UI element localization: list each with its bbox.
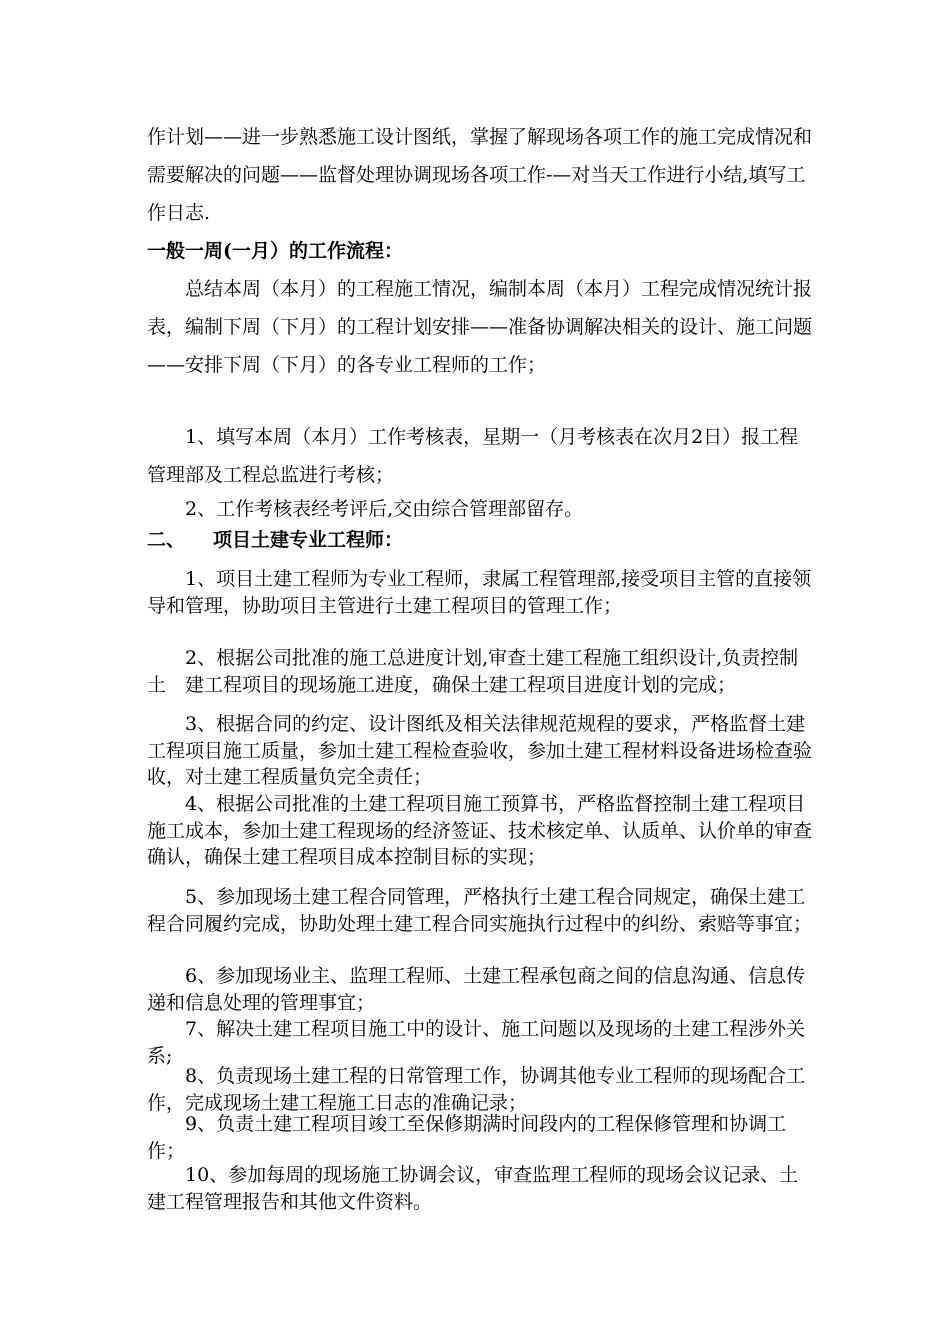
duty-item-5: 5、参加现场土建工程合同管理，严格执行土建工程合同规定，确保土建工程合同履约完成，协助处理土建工程合同实施执行过程中的纠纷、索赔等事宜； [147,886,813,935]
weekly-step-1: 1、填写本周（本月）工作考核表，星期一（月考核表在次月2日）报工程管理部及工程总监进行考核； [147,426,799,486]
duty-item-6: 6、参加现场业主、监理工程师、土建工程承包商之间的信息沟通、信息传递和信息处理的管理事宜； [147,965,806,1014]
section-two-number: 二、 [147,529,186,551]
duty-item-3: 3、根据合同的约定、设计图纸及相关法律规范规程的要求，严格监督土建工程项目施工质量，参加土建工程检查验收，参加土建工程材料设备进场检查验收，对土建工程质量负完全责任； [147,713,813,788]
duty-item-9: 9、负责土建工程项目竣工至保修期满时间段内的工程保修管理和协调工作； [147,1113,787,1162]
weekly-workflow-heading: 一般一周(一月）的工作流程： [147,240,403,262]
weekly-summary-paragraph: 总结本周（本月）的工程施工情况，编制本周（本月）工程完成情况统计报表，编制下周（下月）的工程计划安排——准备协调解决相关的设计、施工问题——安排下周（下月）的各专业工程师的工作； [147,278,813,376]
duty-item-2: 2、根据公司批准的施工总进度计划,审查土建工程施工组织设计,负责控制土 建工程项目的现场施工进度，确保土建工程项目进度计划的完成； [147,647,799,696]
duty-item-1: 1、项目土建工程师为专业工程师，隶属工程管理部,接受项目主管的直接领导和管理，协助项目主管进行土建工程项目的管理工作； [147,568,812,617]
duty-item-10: 10、参加每周的现场施工协调会议，审查监理工程师的现场会议记录、土建工程管理报告和其他文件资料。 [147,1164,799,1213]
section-two-heading [147,525,403,555]
duty-item-7: 7、解决土建工程项目施工中的设计、施工问题以及现场的土建工程涉外关系; [147,1018,806,1067]
duty-item-4: 4、根据公司批准的土建工程项目施工预算书，严格监督控制土建工程项目施工成本，参加土建工程现场的经济签证、技术核定单、认质单、认价单的审查确认，确保土建工程项目成本控制目标的实现； [147,793,813,868]
section-two-title: 项目土建专业工程师： [213,529,404,551]
weekly-step-2: 2、工作考核表经考评后,交由综合管理部留存。 [185,498,584,520]
duty-item-8: 8、负责现场土建工程的日常管理工作，协调其他专业工程师的现场配合工作，完成现场土建工程施工日志的准确记录； [147,1065,806,1114]
intro-paragraph: 作计划——进一步熟悉施工设计图纸，掌握了解现场各项工作的施工完成情况和需要解决的问题——监督处理协调现场各项工作-—对当天工作进行小结,填写工作日志. [147,126,813,224]
